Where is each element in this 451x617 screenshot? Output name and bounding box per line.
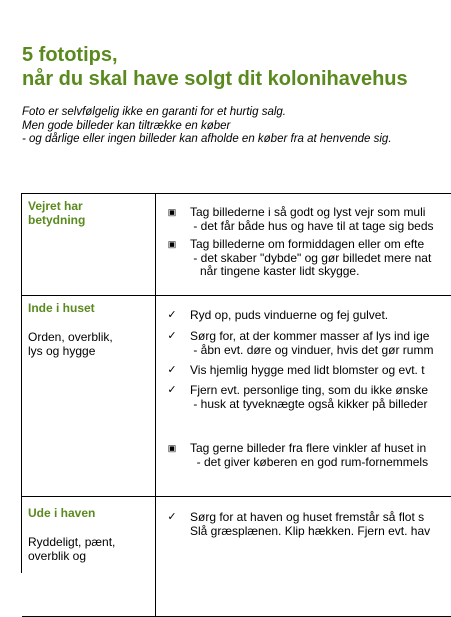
section-tips-cell <box>156 194 451 296</box>
tip-line: - åbn evt. døre og vinduer, hvis det gør rumm <box>190 342 434 357</box>
intro-line-2: Men gode billeder kan tiltrække en køber <box>22 119 231 132</box>
check-icon <box>166 384 178 398</box>
tip-line: Fjern evt. personlige ting, som du ikke ønske <box>190 383 429 397</box>
section-tips-cell <box>156 296 451 497</box>
tip-text <box>190 442 428 469</box>
check-icon <box>166 364 178 378</box>
tip-item <box>156 330 451 357</box>
check-icon <box>166 309 178 323</box>
tip-text <box>190 330 433 357</box>
tip-line: - husk at tyveknægte også kikker på billeder <box>190 396 428 411</box>
tip-text <box>190 238 431 279</box>
section-subtitle-line: Ryddeligt, pænt, <box>28 535 116 549</box>
title-line-1: 5 fototips, <box>22 44 118 66</box>
tip-line: - det skaber "dybde" og gør billedet mere nat <box>190 250 432 265</box>
intro-text <box>22 106 392 147</box>
tip-item <box>156 206 451 233</box>
tip-line: Sørg for at haven og huset fremstår så flot s <box>190 510 425 524</box>
tip-line: Sørg for, at der kommer masser af lys ind ige <box>190 329 430 343</box>
tip-line: Vis hjemlig hygge med lidt blomster og evt. t <box>190 363 425 377</box>
tip-text <box>190 206 434 233</box>
box-bullet-icon <box>166 442 178 456</box>
tip-item <box>156 384 451 411</box>
page-title <box>22 43 408 91</box>
section-heading <box>28 506 95 520</box>
tip-line: Tag billederne i så godt og lyst vejr som muli <box>190 205 426 219</box>
tip-line: Ryd op, puds vinduerne og fej gulvet. <box>190 308 389 322</box>
tip-line: Slå græsplænen. Klip hækken. Fjern evt. hav <box>190 523 431 538</box>
box-bullet-icon <box>166 206 178 220</box>
section-subtitle <box>28 535 115 563</box>
section-subtitle <box>28 330 113 358</box>
tip-line: - det får både hus og have til at tage sig beds <box>190 218 434 233</box>
section-heading <box>28 199 85 227</box>
tip-line: Tag gerne billeder fra flere vinkler af huset in <box>190 441 427 455</box>
check-icon <box>166 330 178 344</box>
tip-text <box>190 364 425 378</box>
tip-line: - det giver køberen en god rum-fornemmels <box>190 454 429 469</box>
section-subtitle-line: Orden, overblik, <box>28 330 113 344</box>
box-bullet-icon <box>166 238 178 252</box>
section-heading <box>28 301 95 315</box>
title-line-2: når du skal have solgt dit kolonihavehus <box>22 68 408 90</box>
tip-text <box>190 309 388 323</box>
section-heading-line: betydning <box>28 213 86 227</box>
tips-table <box>21 193 451 573</box>
section-heading-line: Inde i huset <box>28 301 95 315</box>
section-label-cell <box>22 194 156 296</box>
tip-item <box>156 238 451 279</box>
section-heading-line: Vejret har <box>28 199 83 213</box>
section-tips-cell <box>156 497 451 617</box>
intro-line-3: - og dårlige eller ingen billeder kan afholde en køber fra at henvende sig. <box>22 133 392 145</box>
check-icon <box>166 511 178 525</box>
tip-text <box>190 384 428 411</box>
tip-text <box>190 511 430 538</box>
section-subtitle-line: overblik og <box>28 549 87 563</box>
tip-item <box>156 364 451 378</box>
section-heading-line: Ude i haven <box>28 506 96 520</box>
section-subtitle-line: lys og hygge <box>28 344 96 358</box>
tip-line: når tingene kaster lidt skygge. <box>190 264 360 278</box>
intro-line-1: Foto er selvfølgelig ikke en garanti for et hurtig salg. <box>22 106 286 118</box>
tip-line: Tag billederne om formiddagen eller om efte <box>190 237 425 251</box>
section-label-cell <box>22 497 156 617</box>
tip-item <box>156 442 451 469</box>
section-label-cell <box>22 296 156 497</box>
tip-item <box>156 511 451 538</box>
tip-item <box>156 309 451 323</box>
